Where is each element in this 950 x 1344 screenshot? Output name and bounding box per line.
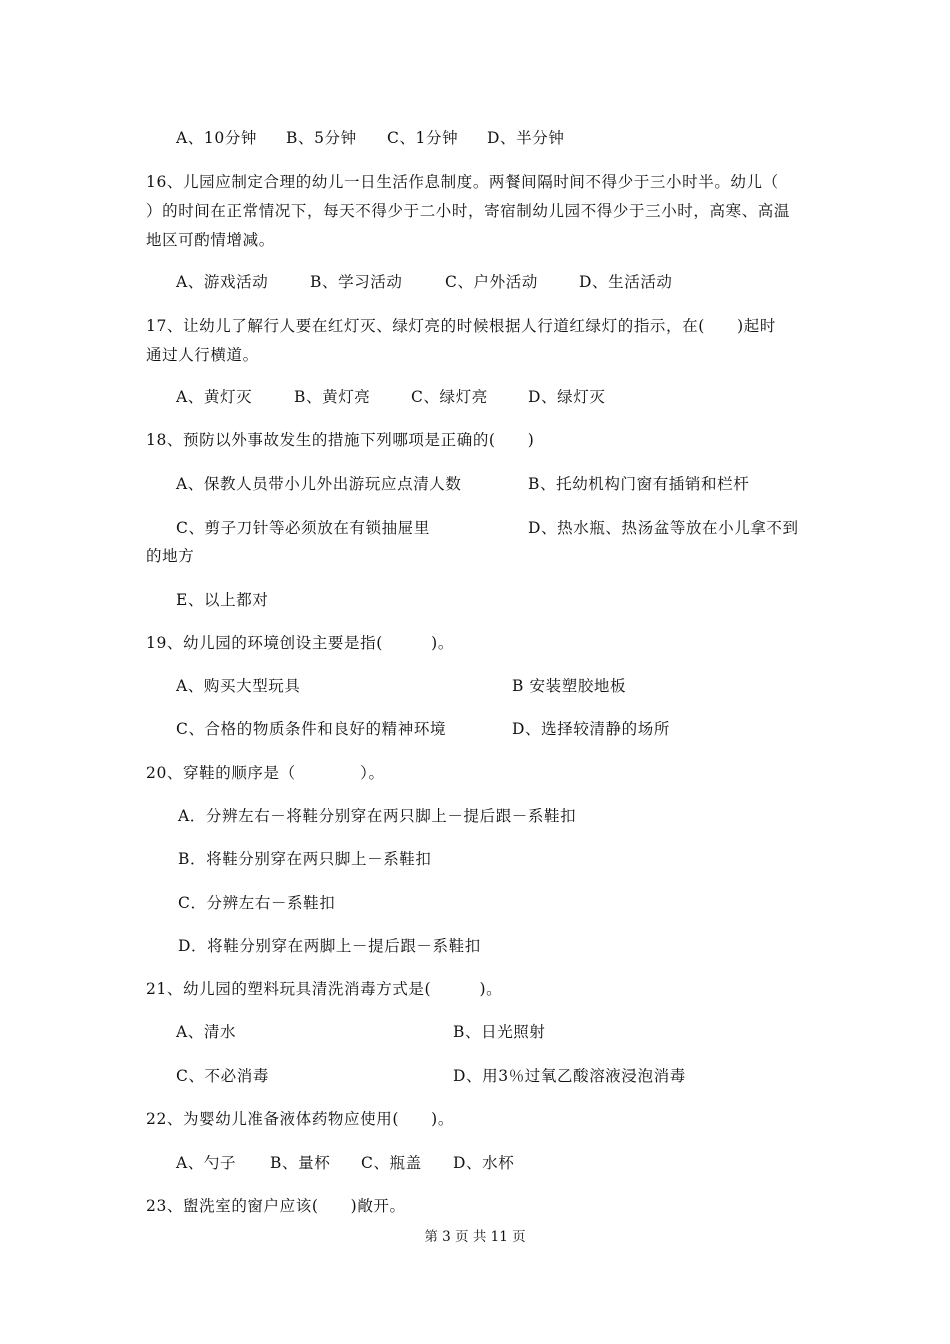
q19-option-d: D、选择较清静的场所 — [512, 720, 670, 738]
q20-option-b: B．将鞋分别穿在两只脚上－系鞋扣 — [178, 850, 432, 868]
q20-option-c: C．分辨左右－系鞋扣 — [178, 894, 336, 912]
q20-text-line1: 20、穿鞋的顺序是（ ）。 — [146, 764, 385, 782]
q21-option-a: A、清水 — [176, 1023, 237, 1041]
q23-text-line1: 23、盥洗室的窗户应该( )敞开。 — [146, 1197, 406, 1215]
q16-text-line3: 地区可酌情增减。 — [146, 231, 275, 249]
q18-option-c: C、剪子刀针等必须放在有锁抽屉里 — [176, 519, 430, 537]
q15-option-a: A、10分钟 — [176, 129, 258, 147]
q22-option-d: D、水杯 — [453, 1154, 515, 1172]
q15-option-d: D、半分钟 — [487, 129, 565, 147]
q22-text-line1: 22、为婴幼儿准备液体药物应使用( )。 — [146, 1110, 454, 1128]
q15-option-c: C、1分钟 — [387, 129, 459, 147]
q21-text-line1: 21、幼儿园的塑料玩具清洗消毒方式是( )。 — [146, 980, 503, 998]
q17-text-line2: 通过人行横道。 — [146, 346, 259, 364]
q18-text-line1: 18、预防以外事故发生的措施下列哪项是正确的( ) — [146, 431, 535, 449]
q19-text-line1: 19、幼儿园的环境创设主要是指( )。 — [146, 634, 454, 652]
q19-option-a: A、购买大型玩具 — [176, 677, 301, 695]
q20-option-d: D．将鞋分别穿在两脚上－提后跟－系鞋扣 — [178, 937, 481, 955]
q16-text-line1: 16、儿园应制定合理的幼儿一日生活作息制度。两餐间隔时间不得少于三小时半。幼儿（ — [146, 173, 779, 191]
q21-option-b: B、日光照射 — [453, 1023, 546, 1041]
q22-option-c: C、瓶盖 — [361, 1154, 422, 1172]
q15-option-b: B、5分钟 — [286, 129, 357, 147]
q17-option-c: C、绿灯亮 — [411, 388, 488, 406]
q19-option-b: B 安装塑胶地板 — [512, 677, 627, 695]
q19-option-c: C、合格的物质条件和良好的精神环境 — [176, 720, 447, 738]
q18-option-e: E、以上都对 — [176, 591, 269, 609]
q22-option-b: B、量杯 — [270, 1154, 331, 1172]
q16-option-a: A、游戏活动 — [176, 273, 269, 291]
q17-option-a: A、黄灯灭 — [176, 388, 253, 406]
q18-option-a: A、保教人员带小儿外出游玩应点清人数 — [176, 475, 462, 493]
q16-option-d: D、生活活动 — [579, 273, 673, 291]
q17-text-line1: 17、让幼儿了解行人要在红灯灭、绿灯亮的时候根据人行道红绿灯的指示，在( )起时 — [146, 317, 776, 335]
q22-option-a: A、勺子 — [176, 1154, 237, 1172]
q21-option-d: D、用3％过氧乙酸溶液浸泡消毒 — [453, 1067, 686, 1085]
q18-option-d: D、热水瓶、热汤盆等放在小儿拿不到 — [528, 519, 799, 537]
q16-text-line2: ）的时间在正常情况下，每天不得少于二小时，寄宿制幼儿园不得少于三小时，高寒、高温 — [146, 202, 791, 220]
q20-option-a: A．分辨左右－将鞋分别穿在两只脚上－提后跟－系鞋扣 — [178, 807, 577, 825]
q17-option-b: B、黄灯亮 — [294, 388, 371, 406]
q18-option-d-continued: 的地方 — [146, 547, 195, 565]
q16-option-b: B、学习活动 — [310, 273, 403, 291]
page-number-footer: 第 3 页 共 11 页 — [424, 1229, 526, 1245]
q18-option-b: B、托幼机构门窗有插销和栏杆 — [528, 475, 750, 493]
q16-option-c: C、户外活动 — [445, 273, 538, 291]
q17-option-d: D、绿灯灭 — [528, 388, 606, 406]
q21-option-c: C、不必消毒 — [176, 1067, 269, 1085]
